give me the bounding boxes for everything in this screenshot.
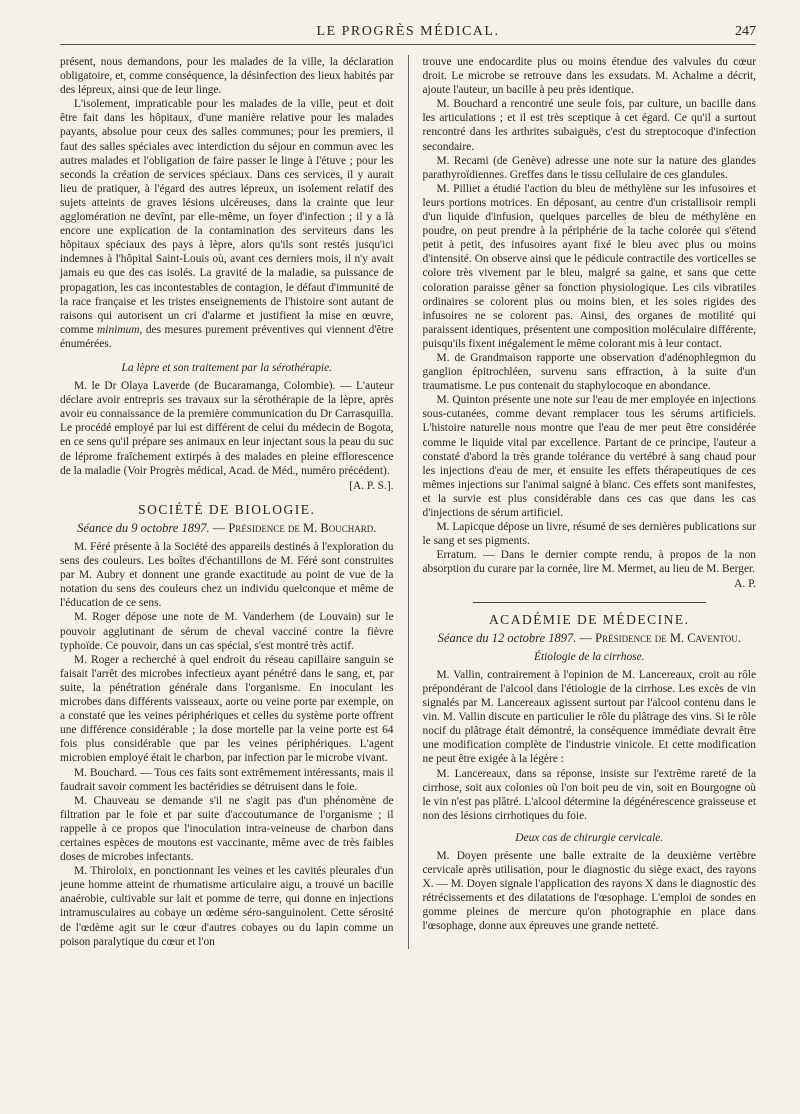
subsection-title: Étiologie de la cirrhose. (533, 650, 645, 663)
subsection-title: Deux cas de chirurgie cervicale. (515, 831, 664, 844)
paragraph: présent, nous demandons, pour les malades de la ville, la déclaration obligatoire, et, comme conséquence, la désinfection des lieux habités par des lépreux, ainsi que de leur linge. (60, 56, 394, 97)
paragraph: M. Lapicque dépose un livre, résumé de ses dernières publications sur le sang et ses pigments. (422, 521, 756, 548)
page-number: 247 (735, 24, 756, 39)
running-title: LE PROGRÈS MÉDICAL. (316, 24, 500, 39)
paragraph: M. Roger dépose une note de M. Vanderhem (de Louvain) sur le pouvoir agglutinant de sérum de cheval vacciné contre la fièvre typhoïde. Ce pouvoir, dans un cas spécial, s'est montré très actif. (60, 611, 394, 652)
paragraph: M. Chauveau se demande s'il ne s'agit pas d'un phénomène de filtration par le foie et par suite d'accoutumance de l'organisme ; il rappelle à ce propos que l'inoculation intra-veineuse de charbon dans certaines espèces de moutons est vaccinante, même avec de très faibles doses de microbes infectants. (60, 794, 394, 864)
session-presidency: — Présidence de M. Bouchard. (212, 520, 377, 535)
paragraph: M. Doyen présente une balle extraite de la deuxième vertèbre cervicale après utilisation, pour le diagnostic du siège exact, des rayons X. — M. Doyen signale l'application des rayons X dans le diagnostic des rétrécissements et des dilatations de l'œsophage. L'emploi de sondes en gomme pleines de mercure qu'on photographie en place dans l'œsophage, donne aux épreuves une grande netteté. (422, 849, 756, 933)
paragraph (60, 97, 394, 351)
page-header (60, 22, 756, 45)
session-presidency: — Présidence de M. Caventou. (579, 630, 741, 645)
paragraph: M. Bouchard a rencontré une seule fois, par culture, un bacille dans les articulations ; et il est très sceptique à cet égard. Ce qu'il a surtout rencontré dans les arthrites subaiguës, c'est du streptocoque d'infection secondaire. (422, 98, 756, 153)
paragraph: M. le Dr Olaya Laverde (de Bucaramanga, Colombie). — L'auteur déclare avoir entrepris ses travaux sur la sérothérapie de la lèpre, après avoir eu connaissance de la première communication du Dr Carrasquilla. Le procédé employé par lui est différent de celui du médecin de Bogota, en ce sens qu'il prépare ses animaux en leur injectant sous la peau du suc de léprome fraîchement extirpés à des malades en pleine efflorescence de la maladie (Voir Progrès médical, Acad. de Méd., numéro précédent). (60, 380, 394, 477)
section-title: SOCIÉTÉ DE BIOLOGIE. (138, 501, 316, 517)
signature-line (60, 479, 394, 493)
paragraph: M. Quinton présente une note sur l'eau de mer employée en injections sous-cutanées, comme devant remplacer tous les sérums artificiels. L'histoire naturelle nous montre que l'eau de mer peut être considérée comme le liquide vital par excellence. Partant de ce principe, l'auteur a constaté d'abord la très grande tolérance du vertébré à sang chaud pour les injections d'eau de mer, et ensuite les effets thérapeutiques de ces mêmes injections sur l'animal saigné à blanc. Ces effets sont manifestes, et la survie est plus considérable dans ces cas que dans les cas d'injections de sérum artificiel. (422, 394, 756, 519)
paragraph: M. Recami (de Genève) adresse une note sur la nature des glandes parathyroïdiennes. Greffes dans le tissu cellulaire de ces glandules. (422, 154, 756, 181)
column-divider (408, 55, 409, 949)
paragraph: M. Féré présente à la Société des appareils destinés à l'exploration du sens des couleurs. Les boîtes d'échantillons de M. Féré sont construites par M. Aubry et donnent une grande exactitude au point de vue de la notation du sens des couleurs chez un individu quelconque et même de l'éducation de ce sens. (60, 541, 394, 610)
paragraph: M. de Grandmaison rapporte une observation d'adénophlegmon du ganglion épitrochléen, survenu sans effraction, à la suite d'un traumatisme. Le pus contenait du staphylocoque en abondance. (422, 351, 756, 393)
two-column-body (60, 55, 756, 949)
left-column (60, 55, 394, 949)
paragraph-text: des mesures purement préventives qui viennent d'être énumérées. (60, 323, 394, 350)
paragraph: M. Bouchard. — Tous ces faits sont extrêmement intéressants, mais il faudrait savoir comment les bactéridies se détruisent dans le foie. (60, 766, 394, 793)
paragraph: M. Thiroloix, en ponctionnant les veines et les cavités pleurales d'un jeune homme atteint de rhumatisme articulaire aigu, a trouvé un bacille anaérobie, cultivable sur lait et pomme de terre, qui donne en injections intramusculaires au cobaye un œdème séro-sanguinolent. Cette sérosité de l'œdème agit sur le cœur d'autres cobayes ou du lapin comme un poison paralytique du cœur et l'on (60, 865, 394, 948)
paragraph: M. Lancereaux, dans sa réponse, insiste sur l'extrême rareté de la cirrhose, soit aux colonies où l'on boit peu de vin, soit en Bourgogne où le vin n'est pas plâtré. L'alcool détermine la dégénérescence graisseuse et non des lésions cirrhotiques du foie. (422, 767, 756, 822)
session-line (60, 521, 394, 535)
signature: [A. P. S.]. (349, 479, 394, 492)
paragraph: Erratum. — Dans le dernier compte rendu, à propos de la non absorption du curare par la cornée, lire M. Mermet, au lieu de M. Berger. (422, 549, 756, 576)
session-date: Séance du 12 octobre 1897. (437, 630, 577, 645)
section-rule (473, 602, 706, 603)
session-line (423, 631, 757, 645)
paragraph: M. Vallin, contrairement à l'opinion de M. Lancereaux, croit au rôle prépondérant de l'alcool dans l'étiologie de la cirrhose. Les excès de vin signalés par M. Lancereaux agissent surtout par l'alcool contenu dans le vin. M. Vallin discute en particulier le rôle du plâtrage des vins. Si le rôle nocif du plâtrage était démontré, la conséquence immédiate devrait être une modification complète de l'industrie vinicole. Et cette modification ne peut être exigée à la légère : (422, 668, 757, 766)
subsection-title: La lèpre et son traitement par la sérothérapie. (121, 361, 332, 374)
signature: A. P. (734, 578, 756, 591)
paragraph: M. Roger a recherché à quel endroit du réseau capillaire sanguin se faisait l'arrêt des microbes infectieux ayant pénétré dans le sang, et, par suite, la pénétration générale dans l'organisme. En inoculant les microbes dans différents vaisseaux, aorte ou veine porte par exemple, on a constaté que les veines périphériques et celles du système porte offrent une différence considérable ; la dose mortelle par la veine porte est 64 fois plus considérable que par les veines périphériques. L'agent microbien employé était le charbon, par infection par le microbe vivant. (60, 653, 394, 765)
paragraph: trouve une endocardite plus ou moins étendue des valvules du cœur droit. Le microbe se retrouve dans les exsudats. M. Achalme a décrit, ajoute l'auteur, un bacille à peu près identique. (422, 56, 756, 97)
italic-term: minimum, (97, 323, 143, 336)
section-title: ACADÉMIE DE MÉDECINE. (488, 611, 690, 627)
signature-line (423, 577, 757, 591)
session-date: Séance du 9 octobre 1897. (77, 520, 210, 535)
paragraph-text: L'isolement, impraticable pour les malades de la ville, peut et doit être fait dans les hôpitaux, d'une manière relative pour les malades payants, absolue pour ceux des salles communes; pour les premiers, il faut des salles spéciales avec interdiction du séjour en commun avec les autres malades et l'obligation de faire passer le linge à l'étuve ; pour les seconds la création de services spéciaux. Dans ces services, il y aurait lieu de pratiquer, à l'égard des autres lépreux, un isolement relatif des sujets atteints de graves lésions ulcéreuses, dans la crainte que leur agglomération ne devînt, par elle-même, un foyer d'infection ; il y a là encore une explication de la contamination des serviteurs dans les hôpitaux spéciaux des pays à lèpre, alors qu'ils sont restés jusqu'ici indemnes à l'hôpital Saint-Louis où, avant ces derniers mois, il n'y avait jamais eu que des cas isolés. La gravité de la maladie, sa puissance de propagation, les cas incontestables de contagion, le défaut d'immunité de la race française et les tristes enseignements de l'histoire sont autant de raisons qui autorisent un cri d'alarme et justifient la mise en œuvre, comme (60, 98, 394, 336)
right-column (423, 55, 757, 949)
paragraph: M. Pilliet a étudié l'action du bleu de méthylène sur les infusoires et leurs portions motrices. En déposant, au centre d'un cristallisoir rempli d'un liquide d'infusion, quelques parcelles de bleu de méthylène en poudre, on peut prendre à la périphérie de la tache colorée qui s'étend petit à petit, des infusoires ayant fixé le bleu avec plus ou moins d'intensité. On observe ainsi que le pédicule contractile des vorticelles se colore très vivement par le bleu, malgré sa gaine, et sans que cette coloration paraisse gêner sa fonction physiologique. Les cils vibratiles ordinaires se colorent plus ou moins bien, et les soies rigides des infusoires ne se colorent pas. Ainsi, des organes de motilité qui paraissent identiques, présentent une composition moléculaire différente, puisqu'ils fixent inégalement le même colorant mis à leur contact. (422, 182, 756, 350)
